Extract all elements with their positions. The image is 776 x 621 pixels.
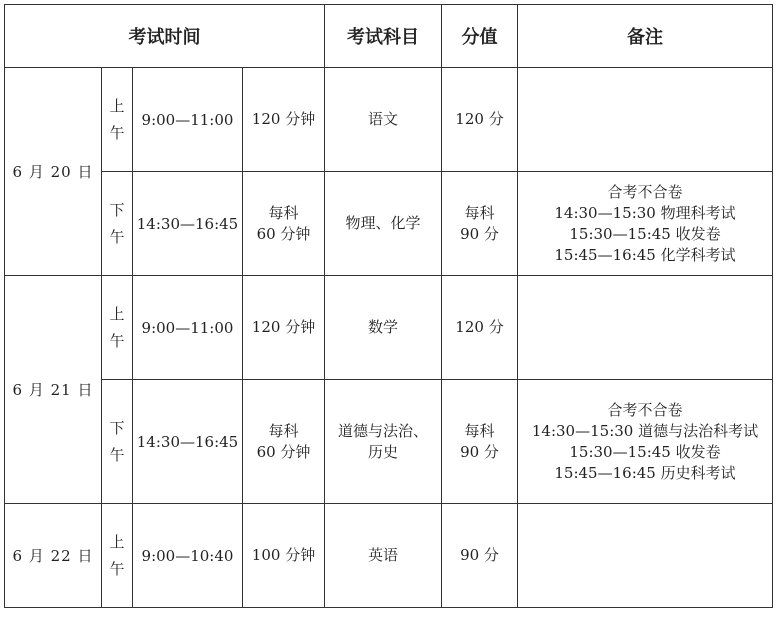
date-cell: 6 月 21 日	[5, 276, 102, 504]
subject-cell: 英语	[325, 504, 442, 608]
remark-cell	[518, 276, 773, 380]
duration-cell: 每科 60 分钟	[243, 380, 325, 504]
time-cell: 9:00—11:00	[133, 68, 243, 172]
header-exam-time: 考试时间	[5, 5, 325, 68]
table-row	[5, 504, 773, 608]
remark-cell	[518, 68, 773, 172]
time-cell: 9:00—10:40	[133, 504, 243, 608]
period-cell: 下 午	[102, 380, 133, 504]
time-cell: 14:30—16:45	[133, 380, 243, 504]
duration-cell: 每科 60 分钟	[243, 172, 325, 276]
header-row	[5, 5, 773, 68]
duration-cell: 100 分钟	[243, 504, 325, 608]
period-cell: 下 午	[102, 172, 133, 276]
table-row	[5, 68, 773, 172]
header-subject: 考试科目	[325, 5, 442, 68]
exam-schedule-table	[4, 4, 773, 608]
period-cell: 上 午	[102, 68, 133, 172]
period-cell: 上 午	[102, 504, 133, 608]
score-cell: 每科 90 分	[442, 172, 518, 276]
time-cell: 14:30—16:45	[133, 172, 243, 276]
time-cell: 9:00—11:00	[133, 276, 243, 380]
score-cell: 每科 90 分	[442, 380, 518, 504]
subject-cell: 道德与法治、 历史	[325, 380, 442, 504]
score-cell: 120 分	[442, 68, 518, 172]
table-row	[5, 276, 773, 380]
remark-cell: 合考不合卷 14:30—15:30 物理科考试 15:30—15:45 收发卷 15:45—16:45 化学科考试	[518, 172, 773, 276]
subject-cell: 数学	[325, 276, 442, 380]
table-row	[5, 380, 773, 504]
subject-cell: 物理、化学	[325, 172, 442, 276]
remark-cell	[518, 504, 773, 608]
duration-cell: 120 分钟	[243, 68, 325, 172]
score-cell: 120 分	[442, 276, 518, 380]
date-cell: 6 月 20 日	[5, 68, 102, 276]
remark-cell: 合考不合卷 14:30—15:30 道德与法治科考试 15:30—15:45 收发卷 15:45—16:45 历史科考试	[518, 380, 773, 504]
table-row	[5, 172, 773, 276]
header-remark: 备注	[518, 5, 773, 68]
duration-cell: 120 分钟	[243, 276, 325, 380]
period-cell: 上 午	[102, 276, 133, 380]
subject-cell: 语文	[325, 68, 442, 172]
header-score: 分值	[442, 5, 518, 68]
score-cell: 90 分	[442, 504, 518, 608]
date-cell: 6 月 22 日	[5, 504, 102, 608]
